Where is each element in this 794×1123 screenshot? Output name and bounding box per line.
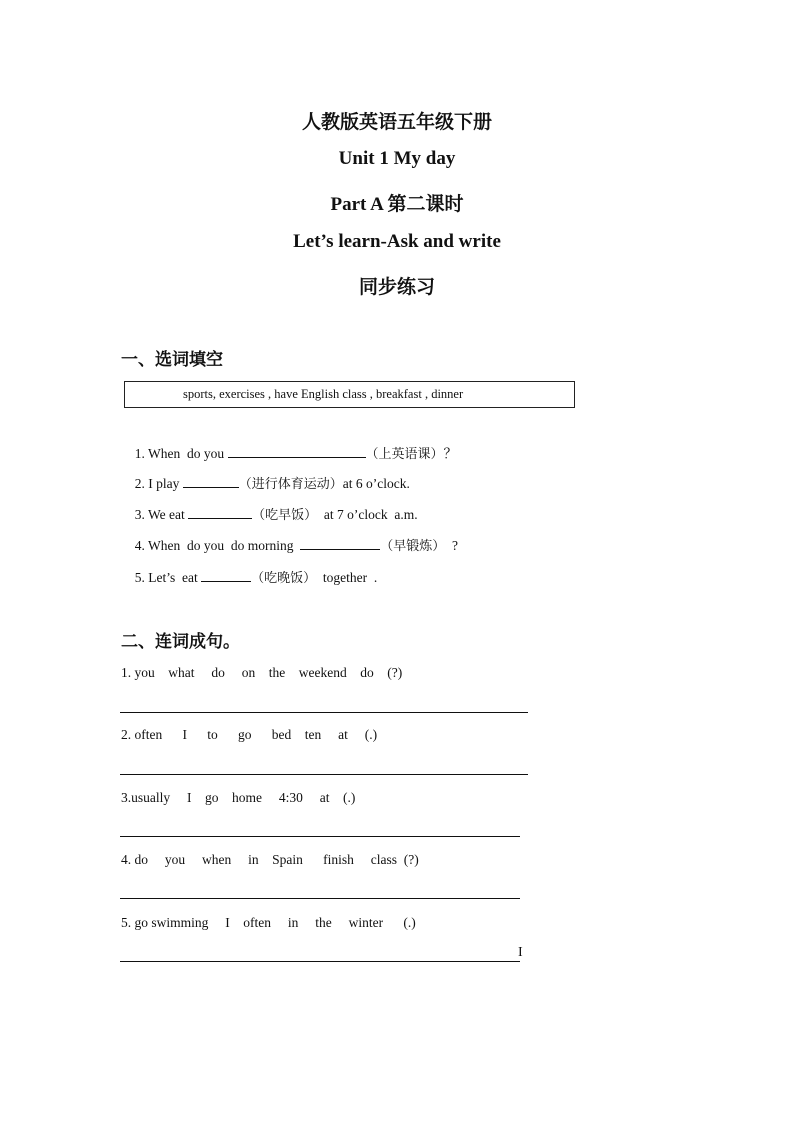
fill-question-5 (128, 551, 377, 586)
fill-question-2 (128, 457, 410, 492)
section2-heading: 二、连词成句。 (121, 632, 240, 652)
answer-line-4[interactable] (120, 898, 520, 899)
title-part: Part A 第二课时 (330, 194, 464, 215)
question-text: 4. When do you do morning (134, 538, 301, 553)
answer-blank[interactable] (201, 569, 251, 582)
fill-question-3 (128, 488, 418, 523)
section1-heading: 一、选词填空 (121, 350, 223, 370)
answer-blank[interactable] (183, 475, 239, 488)
answer-line-2[interactable] (120, 774, 528, 775)
answer-blank[interactable] (188, 506, 252, 519)
question-text: 3. We eat (134, 507, 189, 522)
text-cursor-mark: I (518, 945, 523, 960)
title-unit: Unit 1 My day (338, 148, 456, 169)
question-tail: at 7 o’clock a.m. (317, 507, 418, 522)
question-tail: together . (316, 570, 378, 585)
question-text: 5. Let’s eat (134, 570, 202, 585)
question-tail: at 6 o’clock. (342, 476, 410, 491)
question-text: 1. When do you (134, 446, 228, 461)
chinese-hint: （吃晚饭） (251, 571, 317, 586)
sentence-item-3: 3.usually I go home 4:30 at (.) (121, 790, 356, 805)
question-tail: ? (445, 538, 459, 553)
sentence-item-2: 2. often I to go bed ten at (.) (121, 727, 378, 742)
title-practice: 同步练习 (358, 277, 435, 298)
answer-line-1[interactable] (120, 712, 528, 713)
question-tail: ？ (443, 446, 458, 461)
sentence-item-1: 1. you what do on the weekend do (?) (121, 665, 403, 680)
answer-line-5[interactable] (120, 961, 520, 962)
chinese-hint: （上英语课） (365, 447, 444, 462)
question-text: 2. I play (134, 476, 183, 491)
answer-blank[interactable] (300, 537, 380, 550)
sentence-item-5: 5. go swimming I often in the winter (.) (121, 915, 416, 930)
word-bank-box: sports, exercises , have English class , breakfast , dinner (124, 381, 575, 408)
answer-line-3[interactable] (120, 836, 520, 837)
chinese-hint: （吃早饭） (252, 508, 318, 523)
title-lesson: Let’s learn-Ask and write (293, 231, 501, 252)
chinese-hint: （早锻炼） (380, 539, 446, 554)
title-grade: 人教版英语五年级下册 (301, 112, 492, 133)
sentence-item-4: 4. do you when in Spain finish class (?) (121, 852, 419, 867)
chinese-hint: （进行体育运动） (238, 477, 343, 492)
fill-question-4 (128, 519, 458, 554)
